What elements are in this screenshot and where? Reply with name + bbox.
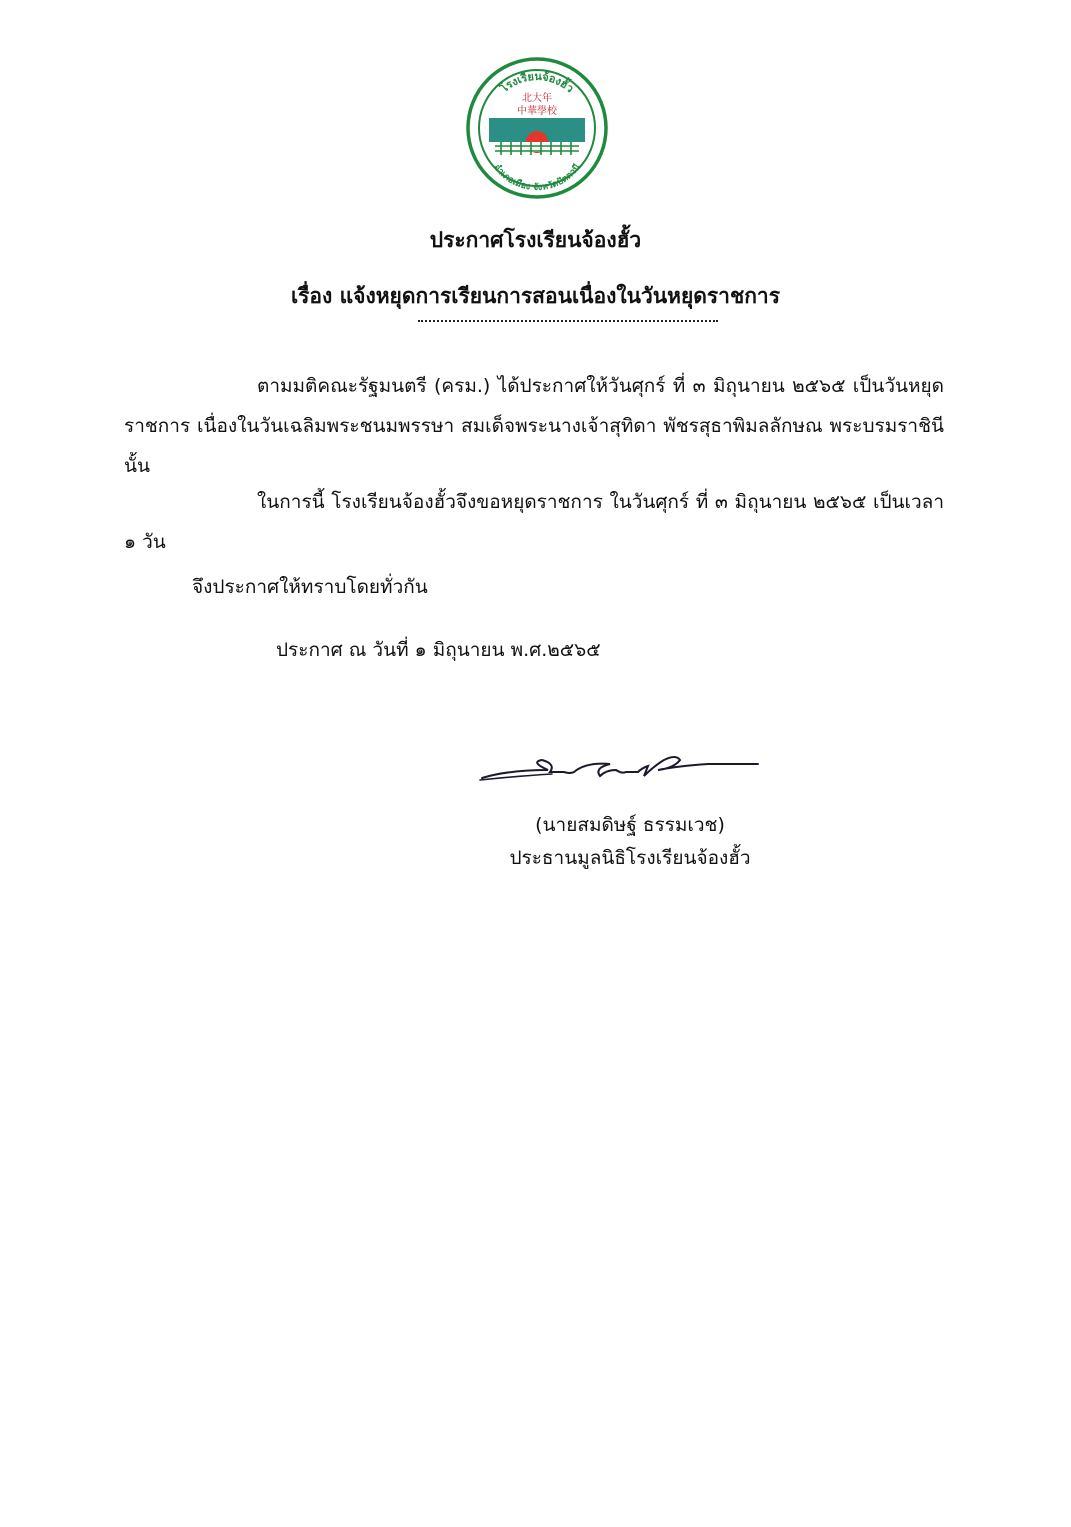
body-paragraph-1: ตามมติคณะรัฐมนตรี (ครม.) ได้ประกาศให้วันศุกร์ ที่ ๓ มิถุนายน ๒๕๖๕ เป็นวันหยุดราชการ เนื่องในวันเฉลิมพระชนมพรรษา สมเด็จพระนางเจ้าสุทิดา พัชรสุธาพิมลลักษณ พระบรมราชินี นั้น	[124, 375, 944, 477]
handwritten-signature	[478, 752, 760, 784]
logo-chinese-line2: 中華學校	[517, 106, 557, 117]
school-seal-logo	[465, 56, 609, 200]
signer-name: (นายสมดิษฐ์ ธรรมเวช)	[535, 814, 725, 836]
logo-top-text: โรงเรียนจ้องฮั้ว	[497, 69, 577, 96]
signer-title: ประธานมูลนิธิโรงเรียนจ้องฮั้ว	[509, 847, 751, 869]
announcement-date: ประกาศ ณ วันที่ ๑ มิถุนายน พ.ศ.๒๕๖๕	[276, 639, 601, 661]
closing-statement: จึงประกาศให้ทราบโดยทั่วกัน	[192, 576, 428, 598]
logo-bottom-text: อำเภอเมือง จังหวัดปัตตานี	[491, 162, 583, 194]
logo-chinese-line1: 北大年	[522, 93, 552, 104]
dotted-divider	[418, 320, 718, 322]
document-subject: เรื่อง แจ้งหยุดการเรียนการสอนเนื่องในวันหยุดราชการ	[290, 284, 781, 308]
document-title: ประกาศโรงเรียนจ้องฮั้ว	[429, 228, 642, 252]
body-paragraph-2: ในการนี้ โรงเรียนจ้องฮั้วจึงขอหยุดราชการ ในวันศุกร์ ที่ ๓ มิถุนายน ๒๕๖๕ เป็นเวลา ๑ วัน	[124, 491, 944, 553]
